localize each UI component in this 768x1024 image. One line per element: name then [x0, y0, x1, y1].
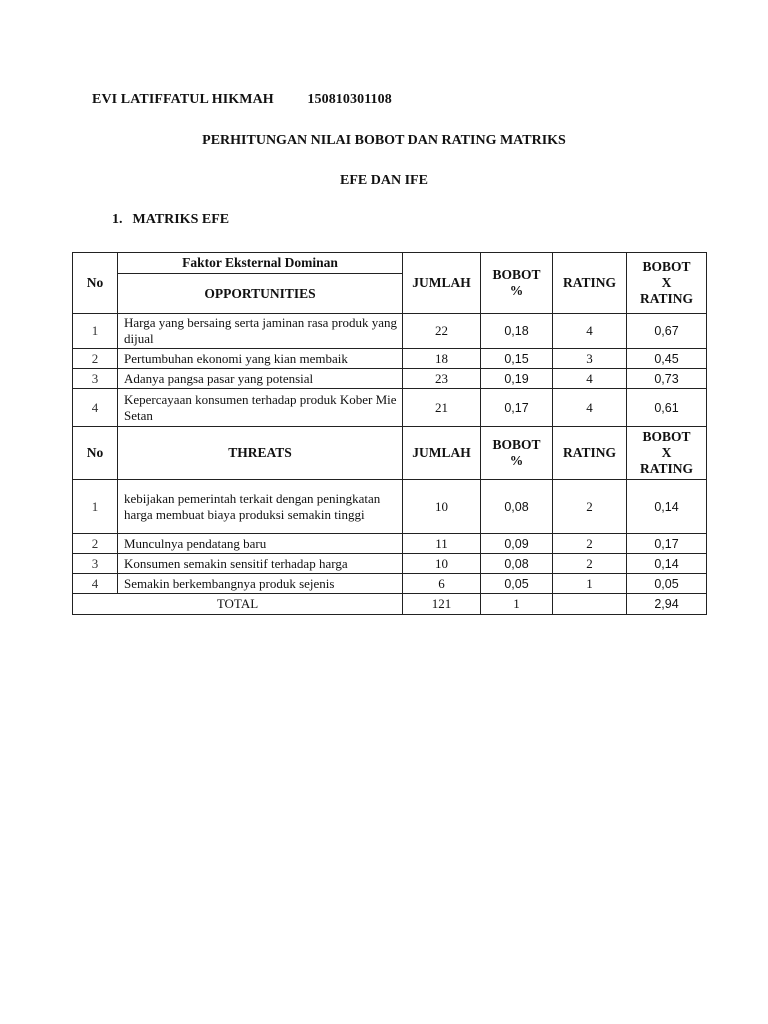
table-header-row — [73, 427, 707, 480]
total-rating — [553, 594, 627, 615]
cell-bobot-x-rating: 0,05 — [627, 574, 707, 594]
cell-rating: 3 — [553, 349, 627, 369]
cell-jumlah: 21 — [403, 389, 481, 427]
cell-bobot-x-rating: 0,73 — [627, 369, 707, 389]
header-bxr-line1: BOBOT — [642, 259, 691, 274]
cell-factor: Adanya pangsa pasar yang potensial — [118, 369, 403, 389]
header-threats: THREATS — [118, 427, 403, 480]
cell-no: 4 — [73, 389, 118, 427]
document-title: PERHITUNGAN NILAI BOBOT DAN RATING MATRIKS — [202, 133, 566, 148]
total-jumlah: 121 — [403, 594, 481, 615]
header-bxr-line2: X — [661, 445, 672, 460]
cell-rating: 2 — [553, 480, 627, 534]
header-bobot-x-rating — [627, 427, 707, 480]
cell-bobot-x-rating: 0,14 — [627, 480, 707, 534]
cell-jumlah: 11 — [403, 534, 481, 554]
cell-rating: 4 — [553, 389, 627, 427]
header-bobot-line2: % — [509, 453, 524, 468]
header-no: No — [73, 427, 118, 480]
cell-rating: 4 — [553, 369, 627, 389]
cell-rating: 2 — [553, 534, 627, 554]
total-bobot-x-rating: 2,94 — [627, 594, 707, 615]
cell-no: 2 — [73, 349, 118, 369]
header-rating: RATING — [553, 253, 627, 314]
section-heading — [112, 212, 229, 228]
table-row — [73, 349, 707, 369]
cell-rating: 4 — [553, 314, 627, 349]
cell-factor: Pertumbuhan ekonomi yang kian membaik — [118, 349, 403, 369]
cell-factor: Munculnya pendatang baru — [118, 534, 403, 554]
section-label: MATRIKS EFE — [132, 212, 230, 227]
header-bobot-line1: BOBOT — [492, 437, 541, 452]
cell-no: 1 — [73, 480, 118, 534]
cell-bobot: 0,17 — [481, 389, 553, 427]
table-row — [73, 534, 707, 554]
header-factor: Faktor Eksternal Dominan — [118, 253, 403, 274]
cell-bobot-x-rating: 0,14 — [627, 554, 707, 574]
table-row — [73, 554, 707, 574]
cell-bobot-x-rating: 0,45 — [627, 349, 707, 369]
table-row — [73, 574, 707, 594]
table-row — [73, 480, 707, 534]
cell-no: 3 — [73, 369, 118, 389]
cell-rating: 2 — [553, 554, 627, 574]
cell-no: 4 — [73, 574, 118, 594]
table-row — [73, 389, 707, 427]
cell-no: 2 — [73, 534, 118, 554]
cell-jumlah: 10 — [403, 480, 481, 534]
student-id: 150810301108 — [307, 92, 392, 107]
table-header-row — [73, 253, 707, 274]
header-no: No — [73, 253, 118, 314]
total-row — [73, 594, 707, 615]
header-jumlah: JUMLAH — [403, 253, 481, 314]
header-bxr-line3: RATING — [639, 461, 693, 476]
cell-no: 1 — [73, 314, 118, 349]
header-rating: RATING — [553, 427, 627, 480]
total-label: TOTAL — [73, 594, 403, 615]
cell-factor: Semakin berkembangnya produk sejenis — [118, 574, 403, 594]
cell-bobot-x-rating: 0,67 — [627, 314, 707, 349]
cell-jumlah: 6 — [403, 574, 481, 594]
author-name: EVI LATIFFATUL HIKMAH — [92, 92, 274, 107]
cell-rating: 1 — [553, 574, 627, 594]
author-line — [92, 92, 392, 108]
header-bxr-line3: RATING — [639, 291, 693, 306]
header-bobot-x-rating — [627, 253, 707, 314]
cell-factor: Harga yang bersaing serta jaminan rasa produk yang dijual — [118, 314, 403, 349]
cell-bobot: 0,19 — [481, 369, 553, 389]
cell-bobot: 0,15 — [481, 349, 553, 369]
cell-factor: Kepercayaan konsumen terhadap produk Kober Mie Setan — [118, 389, 403, 427]
cell-bobot: 0,08 — [481, 554, 553, 574]
header-bxr-line2: X — [661, 275, 672, 290]
header-bobot-line1: BOBOT — [492, 267, 541, 282]
total-bobot: 1 — [481, 594, 553, 615]
cell-bobot: 0,08 — [481, 480, 553, 534]
header-bobot — [481, 253, 553, 314]
cell-factor: Konsumen semakin sensitif terhadap harga — [118, 554, 403, 574]
cell-bobot: 0,09 — [481, 534, 553, 554]
cell-bobot: 0,05 — [481, 574, 553, 594]
cell-bobot: 0,18 — [481, 314, 553, 349]
header-bxr-line1: BOBOT — [642, 429, 691, 444]
cell-bobot-x-rating: 0,17 — [627, 534, 707, 554]
table-row — [73, 369, 707, 389]
cell-jumlah: 22 — [403, 314, 481, 349]
cell-jumlah: 23 — [403, 369, 481, 389]
table-row — [73, 314, 707, 349]
cell-bobot-x-rating: 0,61 — [627, 389, 707, 427]
cell-no: 3 — [73, 554, 118, 574]
document-subtitle: EFE DAN IFE — [340, 173, 428, 188]
cell-jumlah: 18 — [403, 349, 481, 369]
header-bobot-line2: % — [509, 283, 524, 298]
header-bobot — [481, 427, 553, 480]
efe-matrix-table — [72, 252, 707, 615]
cell-factor: kebijakan pemerintah terkait dengan peningkatan harga membuat biaya produksi semakin tinggi — [118, 480, 403, 534]
header-opportunities: OPPORTUNITIES — [118, 274, 403, 314]
cell-jumlah: 10 — [403, 554, 481, 574]
header-jumlah: JUMLAH — [403, 427, 481, 480]
section-number: 1. — [112, 212, 123, 227]
